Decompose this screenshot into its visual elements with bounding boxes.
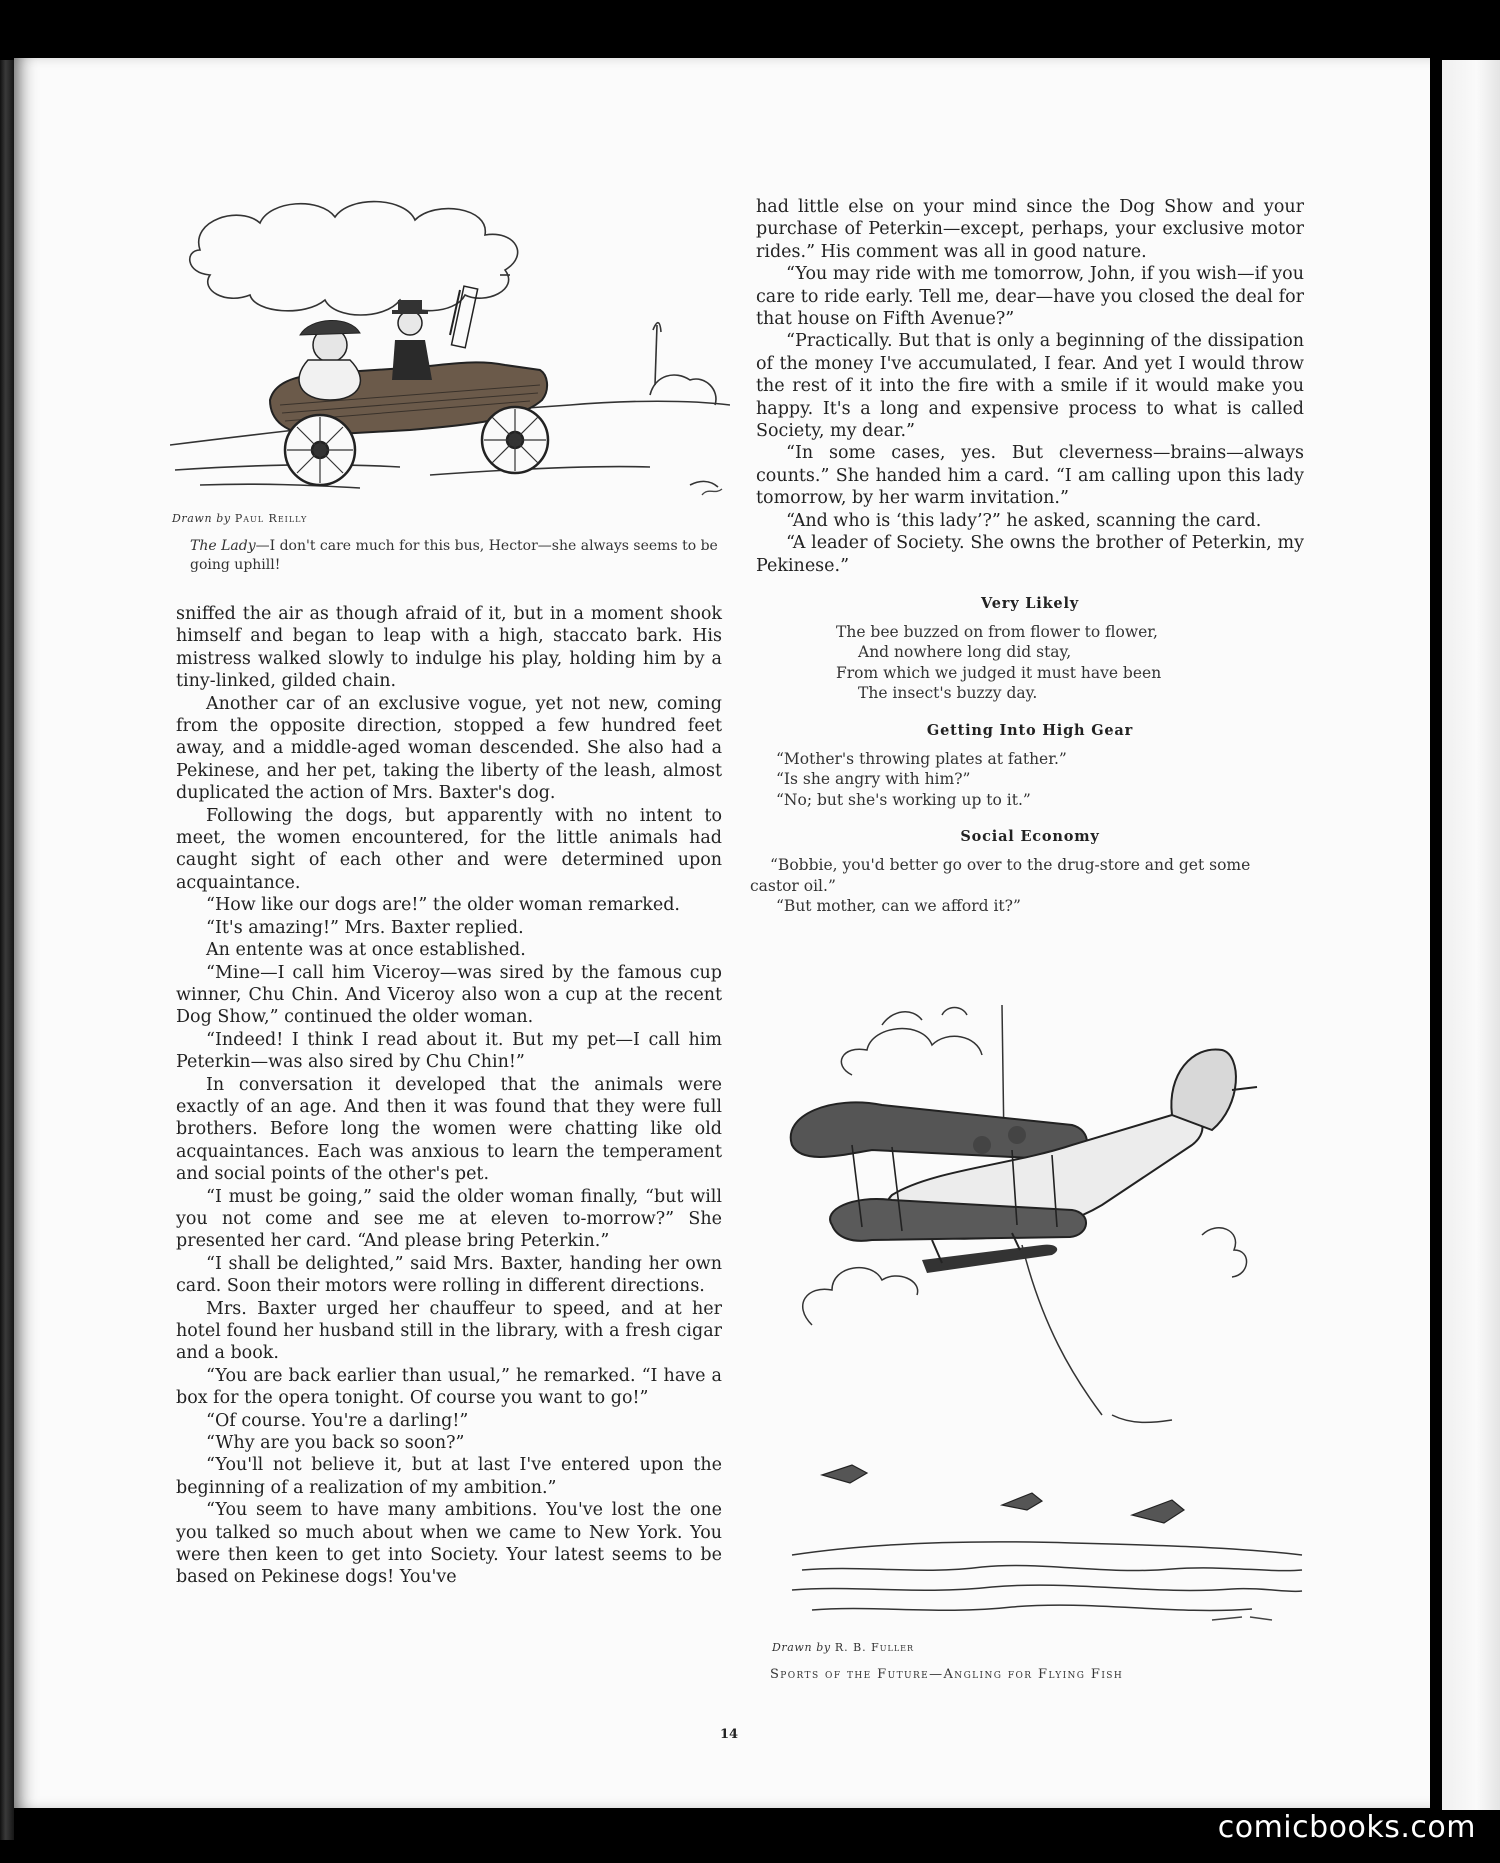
paragraph: “You'll not believe it, but at last I've entered upon the beginning of a realization of my ambition.” (176, 1455, 722, 1498)
caption-line: —I don't care much for this bus, Hector—she always seems to be going uphill! (190, 538, 718, 573)
joke-social-economy (750, 855, 1304, 917)
top-illustration-credit (172, 512, 307, 525)
joke-line: “Mother's throwing plates at father.” (776, 749, 1067, 768)
poem-line: The insect's buzzy day. (858, 684, 1038, 703)
poem-title: Very Likely (981, 594, 1079, 612)
paragraph: Following the dogs, but apparently with no intent to meet, the women encountered, for the little animals had caught sight of each other and were determined upon acquaintance. (176, 805, 722, 893)
paragraph: “And who is ‘this lady’?” he asked, scanning the card. (786, 510, 1262, 531)
credit-prefix: Drawn by (772, 1641, 831, 1654)
paragraph: “How like our dogs are!” the older woman remarked. (206, 895, 680, 916)
joke-line: “No; but she's working up to it.” (776, 790, 1031, 809)
car-cartoon-illustration (170, 195, 730, 500)
paragraph: “It's amazing!” Mrs. Baxter replied. (206, 917, 524, 938)
page-number: 14 (720, 1727, 739, 1742)
paragraph: “Indeed! I think I read about it. But my pet—I call him Peterkin—was also sired by Chu Chin!” (176, 1029, 722, 1073)
poem-line: And nowhere long did stay, (858, 643, 1072, 662)
poem-very-likely (756, 622, 1304, 704)
poem-title: Getting Into High Gear (926, 721, 1134, 739)
left-text-column (176, 603, 722, 1589)
poem-line: From which we judged it must have been (836, 663, 1162, 682)
paragraph: In conversation it developed that the animals were exactly of an age. And then it was found that they were full brothers. Before long the women were chatting like old acquaintances. Each was anxious to learn the temperament and social points of the other's pet. (176, 1074, 722, 1185)
joke-line: “But mother, can we afford it?” (776, 897, 1021, 916)
paragraph: “A leader of Society. She owns the brother of Peterkin, my Pekinese.” (756, 533, 1304, 576)
top-illustration-caption (190, 537, 720, 575)
paragraph: “Why are you back so soon?” (206, 1433, 465, 1454)
paragraph: “You seem to have many ambitions. You've lost the one you talked so much about when we came to New York. You were then keen to get into Society. Your latest seems to be based on Pekinese dogs! You've (176, 1500, 722, 1588)
poem-line: The bee buzzed on from flower to flower, (836, 622, 1158, 641)
paragraph: Mrs. Baxter urged her chauffeur to speed, and at her hotel found her husband still in the library, with a fresh cigar and a book. (176, 1298, 722, 1364)
site-watermark: comicbooks.com (1217, 1810, 1476, 1845)
airplane-cartoon-illustration (772, 995, 1312, 1635)
paragraph: “I shall be delighted,” said Mrs. Baxter, handing her own card. Soon their motors were rolling in different directions. (176, 1253, 722, 1297)
paragraph: sniffed the air as though afraid of it, but in a moment shook himself and began to leap with a high, staccato bark. His mistress walked slowly to indulge his play, holding him by a tiny-linked, gilded chain. (176, 604, 722, 692)
paragraph: “In some cases, yes. But cleverness—brains—always counts.” She handed him a card. “I am calling upon this lady tomorrow, by her warm invitation.” (756, 443, 1304, 509)
paragraph: “You are back earlier than usual,” he remarked. “I have a box for the opera tonight. Of course you want to go!” (176, 1365, 722, 1409)
joke-line: “Bobbie, you'd better go over to the drug-store and get some castor oil.” (750, 856, 1251, 895)
credit-artist-name: R. B. Fuller (834, 1641, 915, 1654)
book-spine-edge (0, 60, 14, 1840)
bottom-illustration-caption: Sports of the Future—Angling for Flying Fish (770, 1667, 1124, 1682)
facing-page-edge (1442, 60, 1500, 1810)
joke-high-gear (756, 749, 1304, 811)
paragraph: “I must be going,” said the older woman finally, “but will you not come and see me at eleven to-morrow?” She presented her card. “And please bring Peterkin.” (176, 1186, 722, 1252)
paragraph: “Of course. You're a darling!” (206, 1410, 469, 1431)
paragraph: Another car of an exclusive vogue, yet not new, coming from the opposite direction, stopped a few hundred feet away, and a middle-aged woman descended. She also had a Pekinese, and her pet, taking the liberty of the leash, almost duplicated the action of Mrs. Baxter's dog. (176, 693, 722, 804)
bottom-illustration-credit (772, 1641, 914, 1654)
paragraph: “Practically. But that is only a beginning of the dissipation of the money I've accumulated, I fear. And yet I would throw the rest of it into the fire with a smile if it would make you happy. It's a long and expensive process to what is called Society, my dear.” (756, 331, 1304, 442)
caption-speaker: The Lady (190, 538, 256, 554)
paragraph: “Mine—I call him Viceroy—was sired by the famous cup winner, Chu Chin. And Viceroy also won a cup at the recent Dog Show,” continued the older woman. (176, 962, 722, 1028)
joke-line: “Is she angry with him?” (776, 770, 971, 789)
poem-title: Social Economy (960, 828, 1100, 846)
paragraph: “You may ride with me tomorrow, John, if you wish—if you care to ride early. Tell me, dear—have you closed the deal for that house on Fifth Avenue?” (756, 264, 1304, 330)
credit-artist-name: Paul Reilly (234, 512, 308, 525)
right-text-column (750, 196, 1304, 917)
paragraph: An entente was at once established. (206, 940, 526, 961)
credit-prefix: Drawn by (172, 512, 231, 525)
paragraph: had little else on your mind since the Dog Show and your purchase of Peterkin—except, perhaps, your exclusive motor rides.” His comment was all in good nature. (756, 197, 1304, 262)
